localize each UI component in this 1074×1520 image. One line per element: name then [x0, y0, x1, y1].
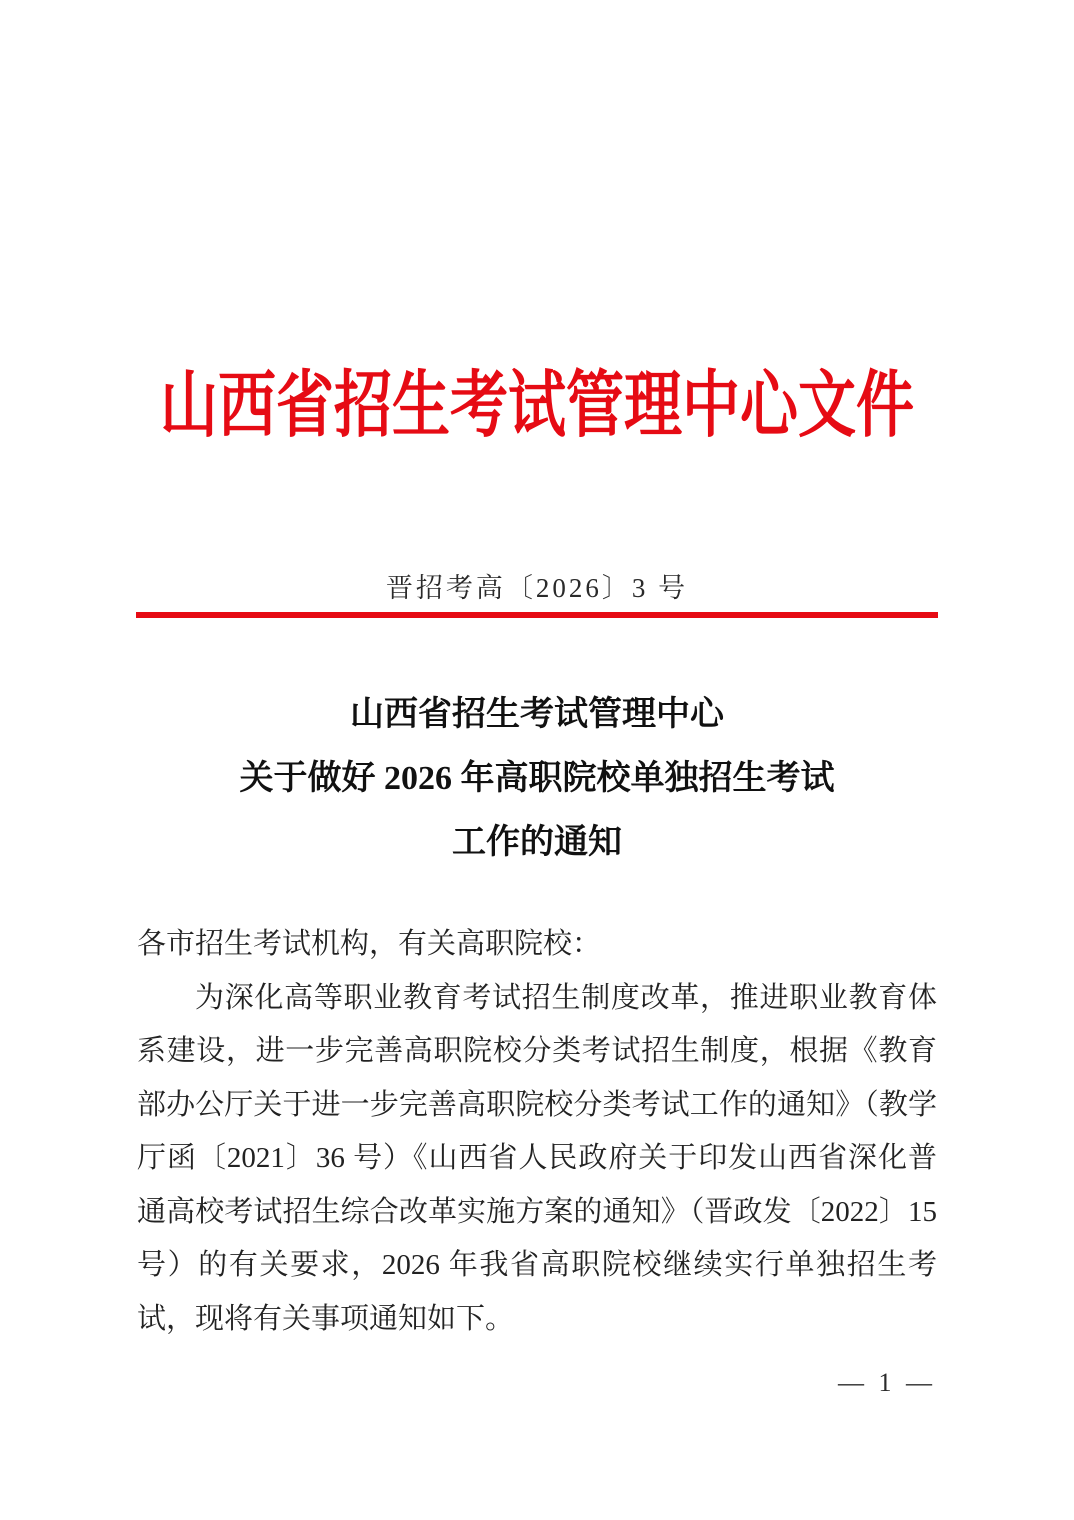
document-title-line-2: 关于做好 2026 年高职院校单独招生考试 — [239, 760, 835, 797]
document-number: 晋招考高〔2026〕3 号 — [385, 573, 689, 603]
document-title-line-1: 山西省招生考试管理中心 — [350, 696, 724, 733]
red-header-banner — [0, 364, 1074, 446]
red-header-title: 山西省招生考试管理中心文件 — [159, 364, 914, 446]
salutation-line: 各市招生考试机构，有关高职院校： — [137, 928, 602, 960]
body-paragraph: 为深化高等职业教育考试招生制度改革，推进职业教育体系建设，进一步完善高职院校分类考试招生制度，根据《教育部办公厅关于进一步完善高职院校分类考试工作的通知》（教学厅函〔2021〕36 号）《山西省人民政府关于印发山西省深化普通高校考试招生综合改革实施方案的通知》（晋政发〔2022〕15 号）的有关要求，2026 年我省高职院校继续实行单独招生考试，现将有关事项通知如下。 — [137, 981, 937, 1335]
document-title-line-3: 工作的通知 — [452, 824, 622, 861]
red-separator-line — [136, 612, 938, 618]
document-body — [137, 918, 937, 1346]
page-number: — 1 — — [838, 1368, 936, 1397]
document-title — [0, 683, 1074, 875]
